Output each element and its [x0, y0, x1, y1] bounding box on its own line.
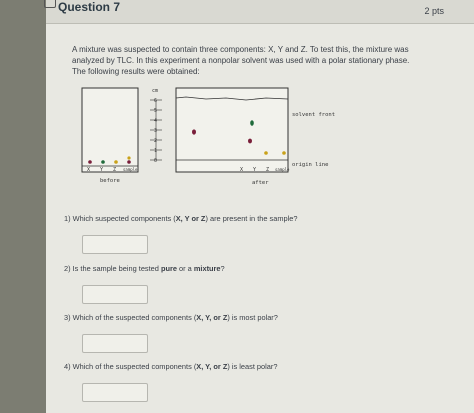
- after-spot-sample-1: [248, 139, 252, 144]
- before-lane-x: X: [87, 167, 91, 173]
- ruler-mark-1: 1: [154, 148, 158, 154]
- ruler-unit: cm: [152, 88, 159, 94]
- intro-line-1: A mixture was suspected to contain three components: X, Y and Z. To test this, the mixture was: [72, 45, 409, 54]
- answer-input-1[interactable]: [82, 235, 148, 254]
- answer-input-3[interactable]: [82, 334, 148, 353]
- origin-line-label: origin line: [292, 162, 329, 168]
- before-spot-y: [101, 160, 105, 164]
- after-spot-x: [192, 129, 196, 134]
- question-title: Question 7: [58, 0, 121, 14]
- intro-line-3: The following results were obtained:: [72, 67, 200, 76]
- after-lane-x: X: [240, 167, 244, 173]
- before-lane-z: Z: [113, 167, 117, 173]
- after-spot-y: [250, 120, 254, 126]
- quiz-page: [46, 0, 474, 413]
- before-spot-sample-1: [127, 160, 131, 164]
- flag-icon[interactable]: [44, 0, 56, 8]
- question-4: 4) Which of the suspected components (X, Y, or Z) is least polar?: [64, 362, 278, 371]
- after-spot-z: [264, 151, 268, 155]
- ruler-mark-5: 5: [154, 108, 158, 114]
- question-1: 1) Which suspected components (X, Y or Z) are present in the sample?: [64, 214, 298, 223]
- after-lane-sample: sample: [275, 167, 290, 172]
- question-2: 2) Is the sample being tested pure or a mixture?: [64, 264, 225, 273]
- after-lane-y: Y: [253, 167, 257, 173]
- question-3: 3) Which of the suspected components (X, Y, or Z) is most polar?: [64, 313, 278, 322]
- points-label: 2 pts: [424, 6, 444, 16]
- ruler-mark-6: 6: [154, 98, 158, 104]
- answer-input-2[interactable]: [82, 285, 148, 304]
- question-intro: [72, 44, 442, 77]
- before-spot-sample-2: [127, 156, 130, 159]
- before-spot-x: [88, 160, 92, 164]
- question-header: [46, 0, 474, 24]
- ruler-mark-0: 0: [154, 158, 158, 164]
- answer-input-4[interactable]: [82, 383, 148, 402]
- after-spot-sample-2: [282, 151, 286, 155]
- intro-line-2: analyzed by TLC. In this experiment a nonpolar solvent was used with a polar stationary phase.: [72, 56, 410, 65]
- tlc-diagram: [76, 80, 376, 190]
- before-caption: before: [100, 178, 120, 184]
- ruler-mark-3: 3: [154, 128, 158, 134]
- after-lane-z: Z: [266, 167, 270, 173]
- ruler-mark-2: 2: [154, 138, 158, 144]
- ruler-mark-4: 4: [154, 118, 158, 124]
- before-spot-z: [114, 160, 118, 164]
- before-lane-sample: sample: [123, 167, 138, 172]
- solvent-front-label: solvent front: [292, 112, 336, 118]
- after-caption: after: [252, 180, 269, 186]
- before-lane-y: Y: [100, 167, 104, 173]
